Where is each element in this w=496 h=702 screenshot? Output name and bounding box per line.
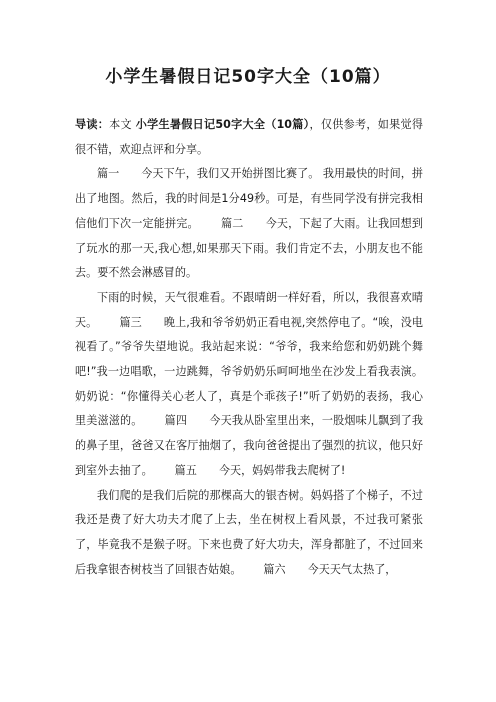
entry-text: 我们爬的是我们后院的那棵高大的银杏树。妈妈搭了个梯子，不过我还是费了好大功夫才爬了上去，坐在树杈上看风景，不过我可紧张了，毕竟我不是猴子呀。下来也费了好大功夫，浑身都脏了，不过回来后我拿银杏树枝当了回银杏姑娘。	[75, 488, 423, 576]
body-paragraph	[75, 286, 423, 484]
lead-paragraph	[75, 113, 423, 162]
entry-text: 下雨的时候，天气很难看。不跟晴朗一样好看，所以，我很喜欢晴天。	[75, 290, 423, 329]
diary-entries	[75, 162, 423, 582]
document-body	[75, 113, 423, 582]
body-paragraph	[75, 484, 423, 583]
body-paragraph	[75, 162, 423, 286]
entry-heading: 篇六	[263, 562, 286, 576]
lead-label: 导读：	[75, 118, 110, 131]
lead-prefix: 本文	[109, 118, 132, 131]
entry-text: 今天天气太热了，	[307, 562, 397, 576]
lead-suffix: ，仅供参考，如果觉得很不错，欢迎点评和分享。	[75, 118, 423, 156]
entry-heading: 篇四	[164, 414, 188, 428]
entry-text: 今天下午，我们又开始拼图比赛了。 我用最快的时间，拼出了地图。然后，我的时间是1分49秒。可是，有些同学没有拼完我相信他们下次一定能拼完。	[75, 167, 423, 230]
entry-heading: 篇二	[220, 216, 244, 230]
entry-text: 今天我从卧室里出来，一股烟味儿飘到了我的鼻子里，爸爸又在客厅抽烟了，我向爸爸提出了强烈的抗议，他只好到室外去抽了。	[75, 414, 423, 477]
entry-heading: 篇五	[174, 463, 197, 477]
entry-text: 今天，下起了大雨。让我回想到了玩水的那一天,我心想,如果那天下雨。我们肯定不去，小朋友也不能去。要不然会淋感冒的。	[75, 216, 423, 280]
lead-title: 小学生暑假日记50字大全（10篇）	[135, 118, 310, 131]
document-title: 小学生暑假日记50字大全（10篇）	[105, 67, 391, 87]
entry-heading: 篇三	[119, 315, 142, 329]
entry-text: 今天，妈妈带我去爬树了!	[218, 463, 346, 477]
entry-text: 晚上,我和爷爷奶奶正看电视,突然停电了。“唉，没电视看了。”爷爷失望地说。我站起来说：“爷爷，我来给您和奶奶跳个舞吧!”我一边唱歌，一边跳舞，爷爷奶奶乐呵呵地坐在沙发上看我表演。奶奶说：“你懂得关心老人了，真是个乖孩子!”听了奶奶的表扬，我心里美滋滋的。	[75, 315, 423, 428]
entry-heading: 篇一	[97, 167, 120, 181]
